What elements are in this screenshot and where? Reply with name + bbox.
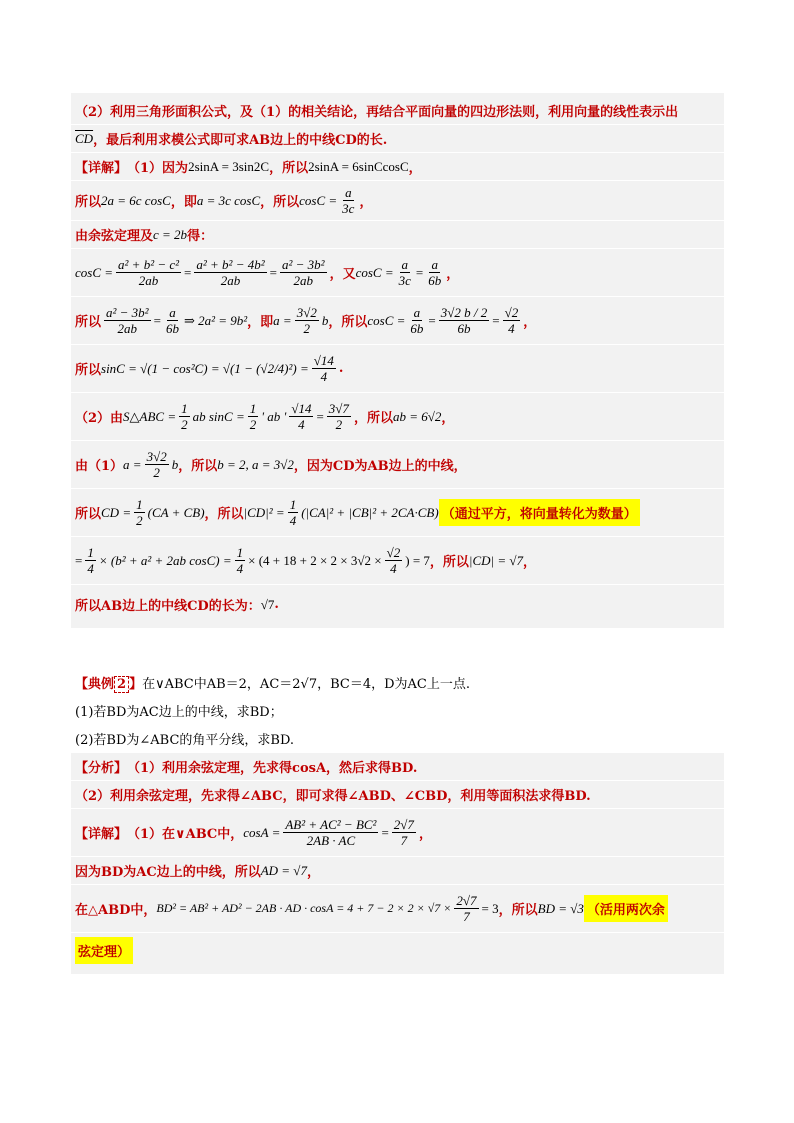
text: ， [446, 267, 460, 282]
vector-cd: $\overline{CD}$ [75, 130, 94, 146]
numerator: 1 [136, 497, 143, 512]
fraction [164, 305, 181, 336]
detail-label: 【详解】 [75, 827, 128, 842]
part2-intro-line1 [71, 93, 724, 125]
numerator: 1 [236, 545, 244, 560]
denominator: 7 [463, 909, 470, 924]
fraction [426, 257, 443, 288]
part2-intro-line2 [71, 125, 724, 153]
denominator: 4 [289, 513, 297, 528]
tag-close: 】 [129, 677, 143, 692]
fraction [289, 401, 313, 432]
tag-index: 2 [114, 676, 129, 693]
denominator: 6b [410, 321, 424, 336]
math: × (4 + 18 + 2 × 2 × 3√2 × [248, 552, 382, 568]
fraction [85, 545, 96, 576]
fraction [280, 257, 327, 288]
text: ，所以 [204, 507, 244, 522]
fraction [104, 305, 151, 336]
math: (CA + CB) [147, 504, 205, 520]
text: ，所以 [353, 411, 393, 426]
numerator: a [401, 257, 408, 272]
numerator: 1 [289, 497, 297, 512]
text: （2）利用三角形面积公式，及（1）的相关结论，再结合平面向量的四边形法则，利用向量的线性表示出 [75, 105, 679, 120]
document-page [71, 93, 724, 975]
solution-block-1 [71, 93, 724, 629]
math: b [171, 456, 179, 472]
denominator: 2ab [138, 273, 159, 288]
denominator: 4 [298, 417, 305, 432]
fraction [134, 497, 145, 528]
fraction [283, 817, 378, 848]
math: cosC = [75, 264, 114, 280]
question-2 [71, 725, 724, 753]
fraction [397, 257, 413, 288]
math: ) = 7 [405, 552, 430, 568]
denominator: 6b [457, 321, 471, 336]
text: ，所以 [269, 161, 309, 176]
math: ʹ ab ʹ [261, 408, 287, 424]
text: ， [523, 315, 537, 330]
text: 所以 [75, 507, 102, 522]
math: ab = 6√2 [392, 408, 442, 424]
denominator: 3c [398, 273, 411, 288]
equals: = [428, 312, 436, 328]
detail-line-5 [71, 297, 724, 345]
math: 2a = 6c cosC [101, 192, 171, 208]
denominator: 2 [136, 513, 143, 528]
fraction [439, 305, 490, 336]
numerator: √2 [386, 545, 401, 560]
fraction [454, 893, 478, 924]
text: ，所以 [260, 195, 300, 210]
fraction [327, 401, 351, 432]
example-tag [75, 673, 142, 692]
denominator: 4 [87, 561, 94, 576]
numerator: 3√2 [146, 449, 167, 464]
fraction [503, 305, 521, 336]
text: ， [408, 161, 422, 176]
text: 所以AB边上的中线CD的长为： [75, 599, 261, 614]
math: b [321, 312, 329, 328]
text: ， [523, 555, 537, 570]
detail-line-1 [71, 153, 724, 181]
math: = 3 [481, 900, 499, 916]
math: cosC = [367, 312, 406, 328]
denominator: 2AB · AC [306, 833, 356, 848]
highlight-note: （活用两次余 [584, 895, 668, 922]
highlight-note: （通过平方，将向量转化为数量） [439, 499, 640, 526]
highlight-note-continued: 弦定理） [75, 937, 133, 964]
detail-line-3 [71, 221, 724, 249]
denominator: 3c [342, 201, 355, 216]
denominator: 2 [181, 417, 188, 432]
numerator: a [431, 257, 438, 272]
text: ，所以 [429, 555, 469, 570]
fraction [288, 497, 299, 528]
numerator: 1 [181, 401, 188, 416]
denominator: 4 [508, 321, 515, 336]
text: 由（1） [75, 459, 124, 474]
numerator: a [345, 185, 352, 200]
numerator: a² + b² − 4b² [196, 257, 265, 272]
numerator: 3√7 [328, 401, 349, 416]
math: × (b² + a² + 2ab cosC) = [98, 552, 232, 568]
text: 所以 [75, 315, 102, 330]
numerator: √14 [313, 353, 334, 368]
fraction [145, 449, 169, 480]
math: ab sinC = [192, 408, 245, 424]
problem-stem: 在∨ABC中AB＝2，AC＝2√7，BC＝4，D为AC上一点. [142, 677, 470, 692]
detail-line-9 [71, 489, 724, 537]
equals: = [381, 824, 389, 840]
fraction [408, 305, 425, 336]
equals: = [316, 408, 324, 424]
text: （1）在∨ABC中， [127, 827, 244, 842]
text: 所以 [75, 195, 102, 210]
math: AD = √7 [260, 862, 307, 878]
denominator: 2 [303, 321, 311, 336]
math: cosC = [355, 264, 394, 280]
text: ，所以 [178, 459, 218, 474]
numerator: a [413, 305, 421, 320]
math: ⇒ 2a² = 9b² [183, 312, 248, 328]
numerator: 1 [249, 401, 257, 416]
text: ，即 [247, 315, 274, 330]
text: （2）利用余弦定理，先求得∠ABC，即可求得∠ABD、∠CBD，利用等面积法求得BD. [75, 789, 591, 804]
fraction [116, 257, 181, 288]
text: 由余弦定理及 [75, 229, 154, 244]
math: cosA = [243, 824, 281, 840]
text: ，又 [329, 267, 356, 282]
math: sinC = √(1 − cos²C) = √(1 − (√2/4)²) = [101, 360, 309, 376]
detail-line-7 [71, 393, 724, 441]
analysis-line-1 [71, 753, 724, 781]
ex2-detail-line-3 [71, 885, 724, 933]
text: （2）由 [75, 411, 124, 426]
numerator: 2√7 [456, 893, 477, 908]
analysis-label: 【分析】 [75, 761, 128, 776]
fraction [194, 257, 266, 288]
detail-line-4 [71, 249, 724, 297]
fraction [312, 353, 336, 384]
numerator: 3√2 b / 2 [440, 305, 488, 320]
fraction [248, 401, 259, 432]
text: ，所以 [328, 315, 368, 330]
math: = [75, 552, 83, 568]
denominator: 7 [400, 833, 408, 848]
detail-line-10 [71, 537, 724, 585]
fraction [392, 817, 416, 848]
math: |CD|² = [243, 504, 285, 520]
equals: = [492, 312, 500, 328]
detail-line-11 [71, 585, 724, 629]
equals: = [153, 312, 161, 328]
math: (|CA|² + |CB|² + 2CA·CB) [301, 504, 439, 520]
denominator: 2ab [293, 273, 314, 288]
text: 所以 [75, 363, 102, 378]
math: CD = [101, 504, 132, 520]
text: ，即 [170, 195, 197, 210]
text: ， [306, 865, 320, 880]
equals: = [184, 264, 192, 280]
text: ， [441, 411, 455, 426]
solution-block-2 [71, 753, 724, 975]
text: (2)若BD为∠ABC的角平分线，求BD. [75, 733, 295, 748]
analysis-line-2 [71, 781, 724, 809]
math: BD² = AB² + AD² − 2AB · AD · cosA = 4 + 7 − 2 × 2 × √7 × [156, 901, 452, 915]
math: √7 [260, 596, 275, 612]
math: a = 3c cosC [196, 192, 261, 208]
detail-label: 【详解】 [75, 161, 128, 176]
text: . [338, 361, 344, 376]
section-gap [71, 629, 724, 669]
denominator: 2ab [117, 321, 138, 336]
denominator: 6b [165, 321, 179, 336]
math: a = [273, 312, 292, 328]
math: |CD| = √7 [468, 552, 524, 568]
numerator: a [169, 305, 176, 320]
text: 在△ABD中， [75, 903, 157, 918]
fraction [385, 545, 403, 576]
math: BD = √3 [537, 900, 584, 916]
text: ，最后利用求模公式即可求AB边上的中线CD的长. [93, 133, 388, 148]
text: （1）利用余弦定理，先求得cosA，然后求得BD. [127, 761, 418, 776]
text: （1）因为 [127, 161, 189, 176]
math: b = 2, a = 3√2 [217, 456, 294, 472]
text: 得： [187, 229, 214, 244]
detail-line-8 [71, 441, 724, 489]
math: c = 2b [153, 226, 188, 242]
ex2-detail-line-1 [71, 809, 724, 857]
numerator: √14 [291, 401, 312, 416]
denominator: 2 [249, 417, 257, 432]
numerator: 3√2 [296, 305, 317, 320]
equals: = [269, 264, 277, 280]
denominator: 6b [428, 273, 442, 288]
denominator: 4 [320, 369, 328, 384]
question-1 [71, 697, 724, 725]
text: (1)若BD为AC边上的中线，求BD； [75, 705, 283, 720]
denominator: 4 [390, 561, 397, 576]
fraction [235, 545, 246, 576]
equals: = [415, 264, 424, 280]
tag-open: 【典例 [75, 677, 115, 692]
numerator: AB² + AC² − BC² [285, 817, 377, 832]
numerator: 1 [87, 545, 94, 560]
text: . [274, 597, 279, 612]
fraction [340, 185, 356, 216]
denominator: 2ab [220, 273, 241, 288]
math: 2sinA = 6sinCcosC [308, 158, 409, 174]
text: ，因为CD为AB边上的中线， [293, 459, 467, 474]
denominator: 4 [236, 561, 244, 576]
detail-line-2 [71, 181, 724, 221]
numerator: a² − 3b² [281, 257, 325, 272]
math: a = [123, 456, 142, 472]
ex2-detail-line-2 [71, 857, 724, 885]
numerator: a² + b² − c² [118, 257, 180, 272]
math: S△ABC = [123, 408, 177, 424]
detail-line-6 [71, 345, 724, 393]
denominator: 2 [153, 465, 160, 480]
denominator: 2 [335, 417, 343, 432]
text: 因为BD为AC边上的中线，所以 [75, 865, 261, 880]
math: cosC = [299, 192, 338, 208]
numerator: 2√7 [393, 817, 414, 832]
example-heading [71, 669, 724, 697]
numerator: √2 [504, 305, 519, 320]
fraction [179, 401, 190, 432]
fraction [295, 305, 319, 336]
text: ， [418, 827, 432, 842]
ex2-detail-line-4 [71, 933, 724, 975]
numerator: a² − 3b² [106, 305, 149, 320]
math: 2sinA = 3sin2C [188, 158, 270, 174]
text: ，所以 [498, 903, 538, 918]
text: ， [359, 195, 373, 210]
